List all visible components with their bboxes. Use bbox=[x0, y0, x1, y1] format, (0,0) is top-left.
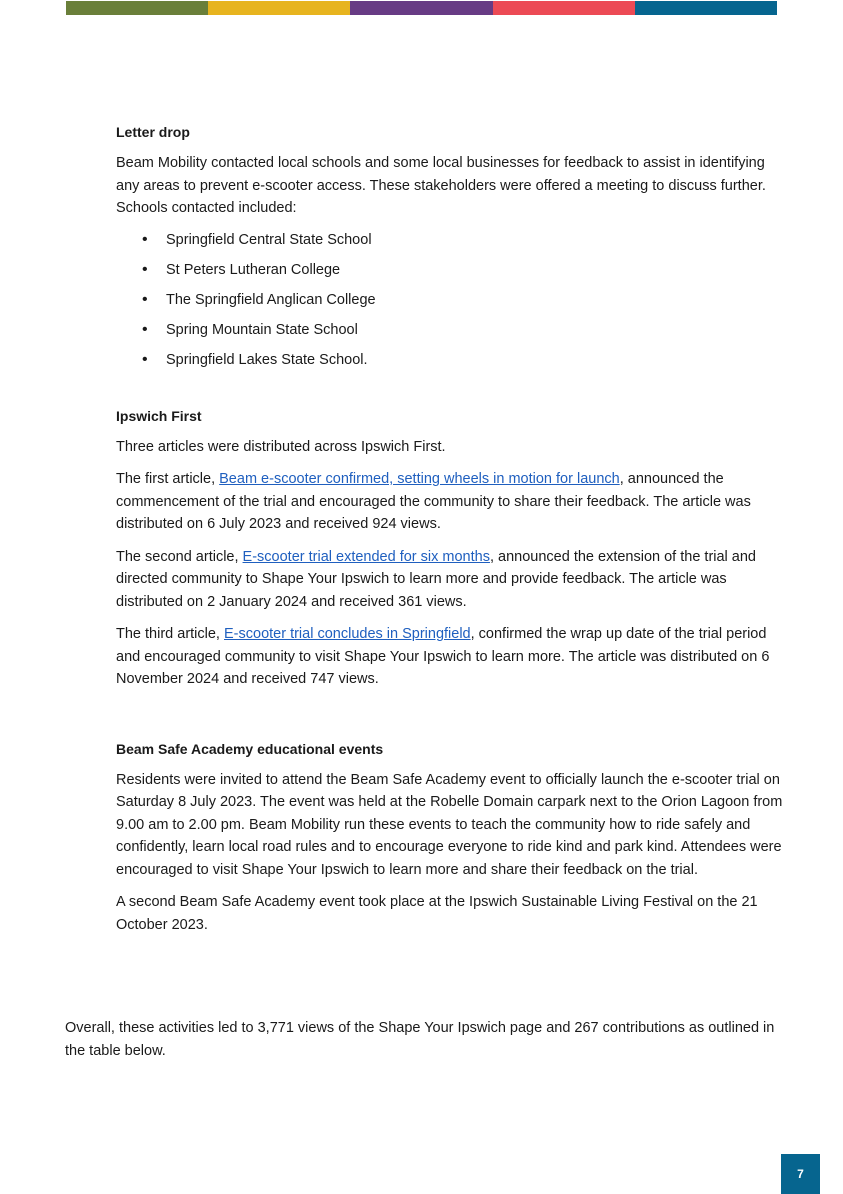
schools-list bbox=[116, 230, 784, 370]
beam-safe-paragraph-2: A second Beam Safe Academy event took place at the Ipswich Sustainable Living Festival on the 21 October 2023. bbox=[116, 894, 758, 933]
color-bar-segment-blue bbox=[635, 1, 777, 15]
letter-drop-intro: Beam Mobility contacted local schools and some local businesses for feedback to assist in identifying any areas to prevent e-scooter access. These stakeholders were offered a meeting to discuss further. Schools contacted included: bbox=[116, 155, 766, 216]
article-paragraph-3 bbox=[116, 623, 784, 691]
beam-safe-paragraph-1: Residents were invited to attend the Beam Safe Academy event to officially launch the e-scooter trial on Saturday 8 July 2023. The event was held at the Robelle Domain carpark next to the Orion Lagoon from 9.00 am to 2.00 pm. Beam Mobility run these events to teach the community how to ride safely and confidently, learn local road rules and to encourage everyone to ride kind and park kind. Attendees were encouraged to visit Shape Your Ipswich to learn more and share their feedback on the trial. bbox=[116, 771, 783, 878]
list-item: • Springfield Lakes State School. bbox=[166, 350, 784, 370]
article-link-1[interactable]: Beam e-scooter confirmed, setting wheels in motion for launch bbox=[219, 471, 620, 487]
main-content bbox=[116, 122, 784, 946]
page-number-badge bbox=[781, 1154, 820, 1194]
color-bar-segment-red bbox=[493, 1, 635, 15]
article-link-3[interactable]: E-scooter trial concludes in Springfield bbox=[224, 626, 471, 642]
color-bar bbox=[66, 1, 777, 15]
list-item: • Spring Mountain State School bbox=[166, 320, 784, 340]
color-bar-segment-yellow bbox=[208, 1, 350, 15]
article-text: , announced the extension of the trial and directed community to Shape Your Ipswich to learn more and provide feedback. The article was distributed on 2 January 2024 and received 361 views. bbox=[116, 548, 756, 610]
list-item: • Springfield Central State School bbox=[166, 230, 784, 250]
color-bar-segment-purple bbox=[350, 1, 492, 15]
letter-drop-heading: Letter drop bbox=[116, 124, 190, 140]
color-bar-segment-green bbox=[66, 1, 208, 15]
article-text: , announced the commencement of the trial and encouraged the community to share their feedback. The article was distributed on 6 July 2023 and received 924 views. bbox=[116, 471, 751, 532]
beam-safe-heading: Beam Safe Academy educational events bbox=[116, 740, 384, 757]
article-text: , confirmed the wrap up date of the trial period and encouraged community to visit Shape Your Ipswich to learn more. The article was distributed on 6 November 2024 and received 747 views. bbox=[116, 626, 770, 687]
article-text: The second article, bbox=[116, 548, 243, 565]
letter-drop-section bbox=[116, 122, 784, 370]
ipswich-first-section bbox=[116, 406, 784, 691]
article-paragraph-1 bbox=[116, 468, 784, 536]
article-text: The first article, bbox=[116, 471, 220, 487]
beam-safe-section bbox=[116, 739, 784, 937]
page-number: 7 bbox=[797, 1167, 804, 1181]
article-link-2[interactable]: E-scooter trial extended for six months bbox=[242, 548, 490, 565]
list-item: • The Springfield Anglican College bbox=[166, 290, 784, 310]
ipswich-first-heading: Ipswich First bbox=[116, 407, 202, 424]
list-item: • St Peters Lutheran College bbox=[166, 260, 784, 280]
summary-paragraph: Overall, these activities led to 3,771 views of the Shape Your Ipswich page and 267 contributions as outlined in the table below. bbox=[65, 1020, 775, 1059]
article-text: The third article, bbox=[116, 626, 224, 642]
article-paragraph-2 bbox=[116, 546, 784, 614]
ipswich-first-intro: Three articles were distributed across Ipswich First. bbox=[116, 438, 446, 455]
